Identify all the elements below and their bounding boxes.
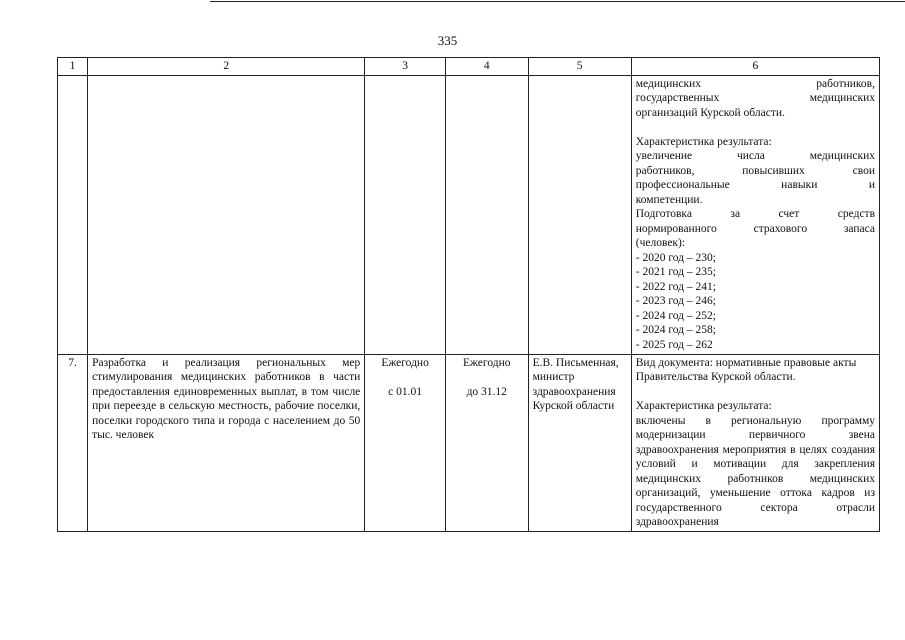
- year-line: - 2024 год – 252;: [635, 309, 716, 322]
- year-line: - 2025 год – 262: [635, 338, 713, 351]
- doc-type-text: Вид документа: нормативные правовые акты Правительства Курской области.: [635, 356, 857, 383]
- year-line: - 2022 год – 241;: [635, 280, 716, 293]
- header-col-4: 4: [445, 58, 528, 76]
- start-period: Ежегодно: [381, 356, 429, 369]
- cell-num-empty: [58, 75, 88, 354]
- year-line: - 2020 год – 230;: [635, 251, 716, 264]
- cell-responsible-empty: [528, 75, 631, 354]
- text-line: организаций Курской области.: [635, 106, 785, 119]
- text-line: (человек):: [635, 237, 686, 249]
- measures-table: [57, 57, 880, 532]
- year-line: - 2024 год – 258;: [635, 324, 716, 336]
- year-line: - 2021 год – 235;: [635, 266, 716, 278]
- text-line: компетенции.: [635, 193, 703, 206]
- end-period: Ежегодно: [462, 356, 511, 369]
- header-col-6: 6: [631, 58, 879, 76]
- cell-measure-empty: [88, 75, 365, 354]
- top-border-line: [210, 1, 905, 2]
- end-cell: [445, 354, 528, 531]
- result-title: Характеристика результата:: [635, 135, 772, 148]
- end-date: до 31.12: [466, 385, 507, 398]
- header-col-1: 1: [58, 58, 88, 76]
- start-date: с 01.01: [388, 385, 423, 398]
- text-line: профессиональные навыки и: [635, 179, 875, 191]
- table-row-7: [58, 354, 880, 531]
- cell-end-empty: [445, 75, 528, 354]
- cell-start-empty: [365, 75, 446, 354]
- text-line: Подготовка за счет средств: [635, 208, 875, 220]
- text-line: нормированного страхового запаса: [635, 222, 875, 235]
- header-col-3: 3: [365, 58, 446, 76]
- text-line: медицинских работников,: [635, 77, 875, 90]
- text-line: увеличение числа медицинских: [635, 150, 875, 162]
- result-cell: [631, 354, 879, 531]
- responsible-text: Е.В. Письменная, министр здравоохранения Курской области: [528, 354, 631, 531]
- year-line: - 2023 год – 246;: [635, 295, 716, 307]
- measure-text: Разработка и реализация региональных мер стимулирования медицинских работников в части предоставления единовременных выплат, в том числе при переезде в сельскую местность, рабочие поселки, поселки городского типа и города с населением до 50 тыс. человек: [88, 354, 365, 531]
- header-col-5: 5: [528, 58, 631, 76]
- cell-result-continued: [631, 75, 879, 354]
- result-title: Характеристика результата:: [635, 400, 772, 412]
- result-text: включены в региональную программу модернизации первичного звена здравоохранения мероприятия в целях создания условий и мотивации для закрепления медицинских работников медицинских организаций, уменьшение оттока кадров из государственного сектора отрасли здравоохранения: [635, 414, 875, 528]
- text-line: государственных медицинских: [635, 92, 875, 104]
- table-row-continued: [58, 75, 880, 354]
- row-number: 7.: [58, 354, 88, 531]
- page-number: 335: [437, 33, 458, 48]
- header-row: [58, 58, 880, 76]
- text-line: работников, повысивших свои: [635, 164, 875, 177]
- start-cell: [365, 354, 446, 531]
- header-col-2: 2: [88, 58, 365, 76]
